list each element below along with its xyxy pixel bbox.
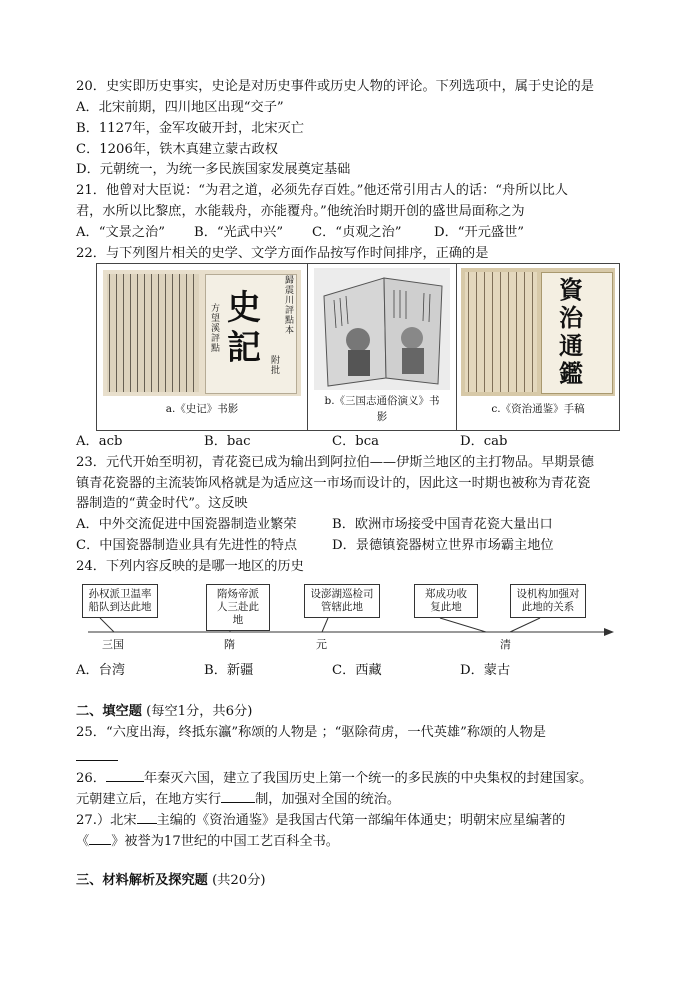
q21-options bbox=[76, 224, 524, 242]
q21-option-c: C．“贞观之治” bbox=[312, 225, 402, 240]
q23-options-row1 bbox=[76, 516, 553, 534]
q23-options-row2 bbox=[76, 537, 554, 555]
q27-line1: 27.）北宋 主编的《资治通鉴》是我国古代第一部编年体通史；明朝宋应星编著的 bbox=[76, 809, 565, 830]
q24-option-d: D．蒙古 bbox=[460, 663, 511, 678]
section-2-note: (每空1分，共6分) bbox=[146, 704, 253, 719]
zizhi-char-2: 治 bbox=[559, 303, 583, 332]
image-sanguo bbox=[308, 264, 457, 430]
q27-answer-blank-1[interactable] bbox=[137, 809, 157, 824]
q21-stem-line1: 21．他曾对大臣说：“为君之道，必须先存百姓。”他还常引用古人的话：“舟所以比人 bbox=[76, 183, 568, 198]
caption-b-line1: b.《三国志通俗演义》书 bbox=[324, 395, 440, 407]
q22-options bbox=[76, 433, 507, 451]
shiji-char-2: 記 bbox=[227, 328, 261, 368]
q25-line2 bbox=[76, 746, 118, 767]
zizhi-char-3: 通 bbox=[559, 331, 583, 360]
timeline-event-qing: 设机构加强对此地的关系 bbox=[510, 584, 586, 618]
era-label-sui: 隋 bbox=[224, 638, 235, 651]
q22-option-a: A．acb bbox=[76, 434, 123, 449]
q22-option-c: C．bca bbox=[332, 434, 379, 449]
era-label-sanguo: 三国 bbox=[102, 638, 124, 651]
q24-timeline bbox=[76, 578, 616, 656]
q21-option-d: D．“开元盛世” bbox=[434, 225, 524, 240]
q26-answer-blank-2[interactable] bbox=[221, 788, 255, 803]
q25-answer-blank[interactable] bbox=[76, 746, 118, 761]
section-3-note: (共20分) bbox=[212, 873, 266, 888]
q23-stem-line2: 镇青花瓷器的主流装饰风格就是为适应这一市场而设计的，因此这一时期也被称为青花瓷 bbox=[76, 476, 591, 491]
q22-option-d: D．cab bbox=[460, 434, 508, 449]
q23-option-d: D．景德镇瓷器树立世界市场霸主地位 bbox=[332, 538, 554, 553]
q26-answer-blank-1[interactable] bbox=[106, 767, 144, 782]
caption-b-line2: 影 bbox=[376, 411, 388, 423]
q26-line1: 26． 年秦灭六国，建立了我国历史上第一个统一的多民族的中央集权的封建国家。 bbox=[76, 767, 592, 788]
q21-option-a: A．“文景之治” bbox=[76, 225, 165, 240]
q20-option-d: D．元朝统一，为统一多民族国家发展奠定基础 bbox=[76, 162, 351, 177]
q24-stem: 24．下列内容反映的是哪一地区的历史 bbox=[76, 559, 304, 574]
section-2-heading bbox=[76, 703, 252, 721]
section-3-heading bbox=[76, 872, 266, 890]
q26-line2: 元朝建立后，在地方实行 制，加强对全国的统治。 bbox=[76, 788, 400, 809]
era-label-qing: 清 bbox=[500, 638, 511, 651]
q23-stem-line1: 23．元代开始至明初，青花瓷已成为输出到阿拉伯——伊斯兰地区的主打物品。早期景德 bbox=[76, 455, 594, 470]
timeline-event-sui: 隋炀帝派人三赴此地 bbox=[206, 584, 270, 631]
q20-option-a: A．北宋前期，四川地区出现“交子” bbox=[76, 100, 284, 115]
caption-a: a.《史记》书影 bbox=[165, 403, 239, 415]
q22-image-strip bbox=[96, 263, 620, 431]
image-zizhitongjian bbox=[457, 264, 619, 430]
q21-option-b: B．“光武中兴” bbox=[194, 225, 284, 240]
q24-option-c: C．西藏 bbox=[332, 663, 382, 678]
q24-options bbox=[76, 662, 510, 680]
q20-stem: 20．史实即历史事实，史论是对历史事件或历史人物的评论。下列选项中，属于史论的是 bbox=[76, 79, 594, 94]
shiji-char-1: 史 bbox=[227, 288, 261, 328]
q21-stem-line2: 君，水所以比黎庶，水能载舟，亦能覆舟。”他统治时期开创的盛世局面称之为 bbox=[76, 204, 525, 219]
q23-option-c: C．中国瓷器制造业具有先进性的特点 bbox=[76, 538, 298, 553]
section-3-title: 三、材料解析及探究题 bbox=[76, 873, 208, 888]
shiji-small-title: 歸震川評點本 bbox=[285, 276, 295, 336]
q25-line1: 25．“六度出海，终抵东瀛”称颂的人物是 ；“驱除荷虏，一代英雄”称颂的人物是 bbox=[76, 725, 546, 740]
q22-stem: 22．与下列图片相关的史学、文学方面作品按写作时间排序，正确的是 bbox=[76, 246, 489, 261]
q23-option-a: A．中外交流促进中国瓷器制造业繁荣 bbox=[76, 517, 297, 532]
q20-option-c: C．1206年，铁木真建立蒙古政权 bbox=[76, 142, 278, 157]
timeline-event-yuan: 设澎湖巡检司管辖此地 bbox=[304, 584, 380, 618]
q23-stem-line3: 器制造的“黄金时代”。这反映 bbox=[76, 496, 248, 511]
shiji-side-note-2: 附批 bbox=[271, 356, 281, 376]
q23-option-b: B．欧洲市场接受中国青花瓷大量出口 bbox=[332, 517, 553, 532]
q24-option-a: A．台湾 bbox=[76, 663, 126, 678]
q27-line2: 《 》被誉为17世纪的中国工艺百科全书。 bbox=[76, 830, 339, 851]
zizhi-char-1: 資 bbox=[559, 275, 583, 304]
q22-option-b: B．bac bbox=[204, 434, 251, 449]
shiji-side-note: 方望溪評點 bbox=[211, 304, 221, 354]
caption-c: c.《资治通鉴》手稿 bbox=[491, 403, 585, 415]
image-shiji bbox=[97, 264, 308, 430]
timeline-event-zheng: 郑成功收复此地 bbox=[414, 584, 478, 618]
page-text-texture bbox=[107, 274, 199, 392]
q27-answer-blank-2[interactable] bbox=[89, 830, 111, 845]
manuscript-texture bbox=[465, 272, 537, 392]
section-2-title: 二、填空题 bbox=[76, 704, 142, 719]
zizhi-char-4: 鑑 bbox=[559, 359, 583, 388]
era-label-yuan: 元 bbox=[316, 638, 327, 651]
sanguo-book-illustration bbox=[314, 268, 450, 390]
timeline-event-sanguo: 孙权派卫温率船队到达此地 bbox=[82, 584, 158, 618]
q20-option-b: B．1127年，金军攻破开封，北宋灭亡 bbox=[76, 121, 304, 136]
q24-option-b: B．新疆 bbox=[204, 663, 254, 678]
